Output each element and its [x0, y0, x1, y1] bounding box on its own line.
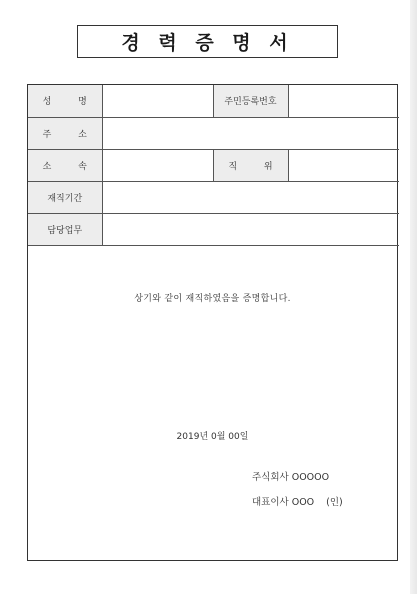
page-edge-shadow — [410, 0, 417, 594]
ceo-name: 대표이사 OOO — [252, 497, 315, 508]
position-label: 직 위 — [213, 149, 288, 181]
ceo-signature-line — [252, 494, 343, 508]
row-affiliation — [28, 149, 399, 181]
row-name — [28, 85, 399, 117]
address-label: 주 소 — [28, 117, 102, 149]
info-table — [28, 85, 399, 246]
name-field[interactable] — [102, 85, 213, 117]
resident-id-field[interactable] — [288, 85, 399, 117]
row-employment-period — [28, 181, 399, 213]
affiliation-label: 소 속 — [28, 149, 102, 181]
seal-mark: (인) — [326, 497, 343, 508]
company-name: 주식회사 OOOOO — [252, 472, 330, 483]
duties-field[interactable] — [102, 213, 399, 245]
row-address — [28, 117, 399, 149]
issue-date: 2019년 0월 00일 — [176, 432, 249, 442]
document-title: 경 력 증 명 서 — [121, 32, 294, 54]
position-field[interactable] — [288, 149, 399, 181]
row-duties — [28, 213, 399, 245]
name-label: 성 명 — [28, 85, 102, 117]
certificate-form — [27, 84, 398, 561]
duties-label: 담당업무 — [28, 213, 102, 245]
document-title-box — [77, 25, 338, 58]
employment-period-label: 재직기간 — [28, 181, 102, 213]
address-field[interactable] — [102, 117, 399, 149]
resident-id-label: 주민등록번호 — [213, 85, 288, 117]
certification-statement: 상기와 같이 재직하였음을 증명합니다. — [134, 294, 291, 304]
affiliation-field[interactable] — [102, 149, 213, 181]
employment-period-field[interactable] — [102, 181, 399, 213]
